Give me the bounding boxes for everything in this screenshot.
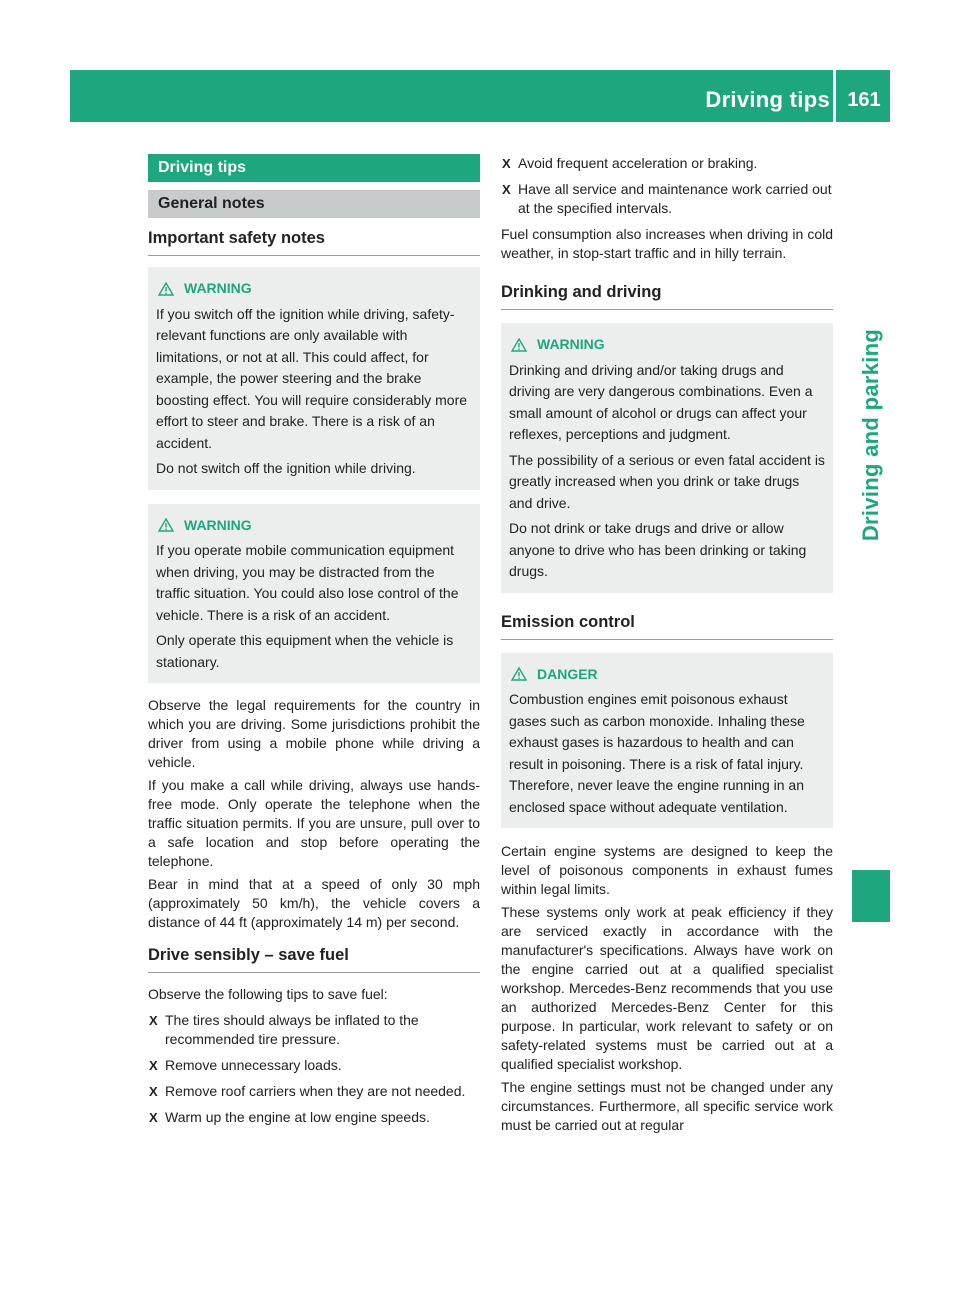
paragraph: If you make a call while driving, always use hands-free mode. Only operate the telephone when the traffic situation permits. If you are unsure, pull over to a safe location and stop before operating the telephone. <box>148 777 480 869</box>
paragraph: Observe the legal requirements for the country in which you are driving. Some jurisdictions prohibit the driver from using a mobile phone while driving a vehicle. <box>148 697 480 770</box>
heading-save-fuel: Drive sensibly – save fuel <box>148 946 480 973</box>
warning-triangle-icon <box>158 282 174 296</box>
chapter-thumb-marker <box>852 870 890 922</box>
header-divider <box>833 70 836 122</box>
list-item-text: Avoid frequent acceleration or braking. <box>518 155 758 171</box>
danger-box-exhaust <box>501 653 833 829</box>
left-column <box>148 154 480 1134</box>
paragraph: Observe the following tips to save fuel: <box>148 986 388 1002</box>
list-item <box>148 1082 480 1101</box>
warning-box-ignition <box>148 267 480 490</box>
list-item <box>148 1108 480 1127</box>
warning-label: WARNING <box>184 280 252 296</box>
warning-box-drinking <box>501 323 833 593</box>
fuel-tips-list-continued <box>501 154 833 218</box>
fuel-tips-list <box>148 1011 480 1127</box>
subsection-title: General notes <box>148 190 480 218</box>
list-item-text: Remove roof carriers when they are not needed. <box>165 1083 466 1099</box>
body-text-emission <box>501 842 833 1135</box>
bullet-arrow-icon: X <box>502 156 511 171</box>
list-item-text: Have all service and maintenance work carried out at the specified intervals. <box>518 181 832 216</box>
bullet-arrow-icon: X <box>502 182 511 197</box>
body-text-fuel-note <box>501 225 833 263</box>
warning-header <box>509 334 825 356</box>
paragraph: These systems only work at peak efficiency if they are serviced exactly in accordance with the manufacturer's specifications. Always have work on the engine carried out at a qualified specialist workshop. Mercedes-Benz recommends that you use an authorized Mercedes-Benz Center for this purpose. In particular, work relevant to safety or on safety-related systems must be carried out at a qualified specialist workshop. <box>501 904 833 1072</box>
list-item <box>501 154 833 173</box>
body-text-legal <box>148 696 480 932</box>
paragraph: Bear in mind that at a speed of only 30 mph (approximately 50 km/h), the vehicle covers a distance of 44 ft (approximately 14 m) per second. <box>148 876 480 930</box>
section-title: Driving tips <box>148 154 480 182</box>
bullet-arrow-icon: X <box>149 1013 158 1028</box>
list-item <box>501 180 833 218</box>
bullet-arrow-icon: X <box>149 1110 158 1125</box>
heading-emission-control: Emission control <box>501 613 833 640</box>
danger-text: Combustion engines emit poisonous exhaust gases such as carbon monoxide. Inhaling these exhaust gases is hazardous to health and can result in poisoning. There is a risk of fatal injury. Therefore, never leave the engine running in an enclosed space without adequate ventilation. <box>509 691 805 815</box>
warning-text: Do not drink or take drugs and drive or allow anyone to drive who has been drinking or taking drugs. <box>509 520 807 579</box>
bullet-arrow-icon: X <box>149 1058 158 1073</box>
danger-label: DANGER <box>537 665 598 682</box>
running-header-title: Driving tips <box>705 87 830 112</box>
warning-header <box>156 278 472 300</box>
right-column <box>501 154 833 1139</box>
paragraph: Certain engine systems are designed to keep the level of poisonous components in exhaust fumes within legal limits. <box>501 843 833 897</box>
warning-label: WARNING <box>184 516 252 533</box>
list-item <box>148 1056 480 1075</box>
body-text-fuel <box>148 985 480 1127</box>
warning-text: If you operate mobile communication equipment when driving, you may be distracted from the traffic situation. You could also lose control of the vehicle. There is a risk of an accident. <box>156 542 459 623</box>
page-number: 161 <box>847 89 881 111</box>
warning-text: If you switch off the ignition while driving, safety-relevant functions are only available with limitations, or not at all. This could affect, for example, the power steering and the brake boosting effect. You will require considerably more effort to steer and brake. There is a risk of an accident. <box>156 305 468 451</box>
danger-header <box>509 664 825 686</box>
list-item-text: The tires should always be inflated to the recommended tire pressure. <box>165 1012 419 1047</box>
warning-triangle-icon <box>511 667 527 681</box>
list-item <box>148 1011 480 1049</box>
bullet-arrow-icon: X <box>149 1084 158 1099</box>
warning-triangle-icon <box>511 338 527 352</box>
chapter-side-tab <box>852 310 890 560</box>
heading-safety-notes: Important safety notes <box>148 229 480 256</box>
warning-label: WARNING <box>537 336 605 352</box>
warning-triangle-icon <box>158 518 174 532</box>
chapter-side-label: Driving and parking <box>858 328 883 542</box>
warning-text: Only operate this equipment when the vehicle is stationary. <box>156 632 454 670</box>
list-item-text: Warm up the engine at low engine speeds. <box>165 1109 430 1125</box>
warning-header <box>156 515 472 537</box>
warning-box-mobile <box>148 504 480 684</box>
heading-drinking-driving: Drinking and driving <box>501 283 833 310</box>
list-item-text: Remove unnecessary loads. <box>165 1057 342 1073</box>
paragraph: Fuel consumption also increases when driving in cold weather, in stop-start traffic and in hilly terrain. <box>501 226 833 261</box>
warning-text: The possibility of a serious or even fatal accident is greatly increased when you drink or take drugs and drive. <box>509 451 825 511</box>
warning-text: Do not switch off the ignition while driving. <box>156 460 416 476</box>
warning-text: Drinking and driving and/or taking drugs and driving are very dangerous combinations. Even a small amount of alcohol or drugs can affect your reflexes, perceptions and judgment. <box>509 361 813 442</box>
paragraph: The engine settings must not be changed under any circumstances. Furthermore, all specific service work must be carried out at regular <box>501 1079 833 1133</box>
